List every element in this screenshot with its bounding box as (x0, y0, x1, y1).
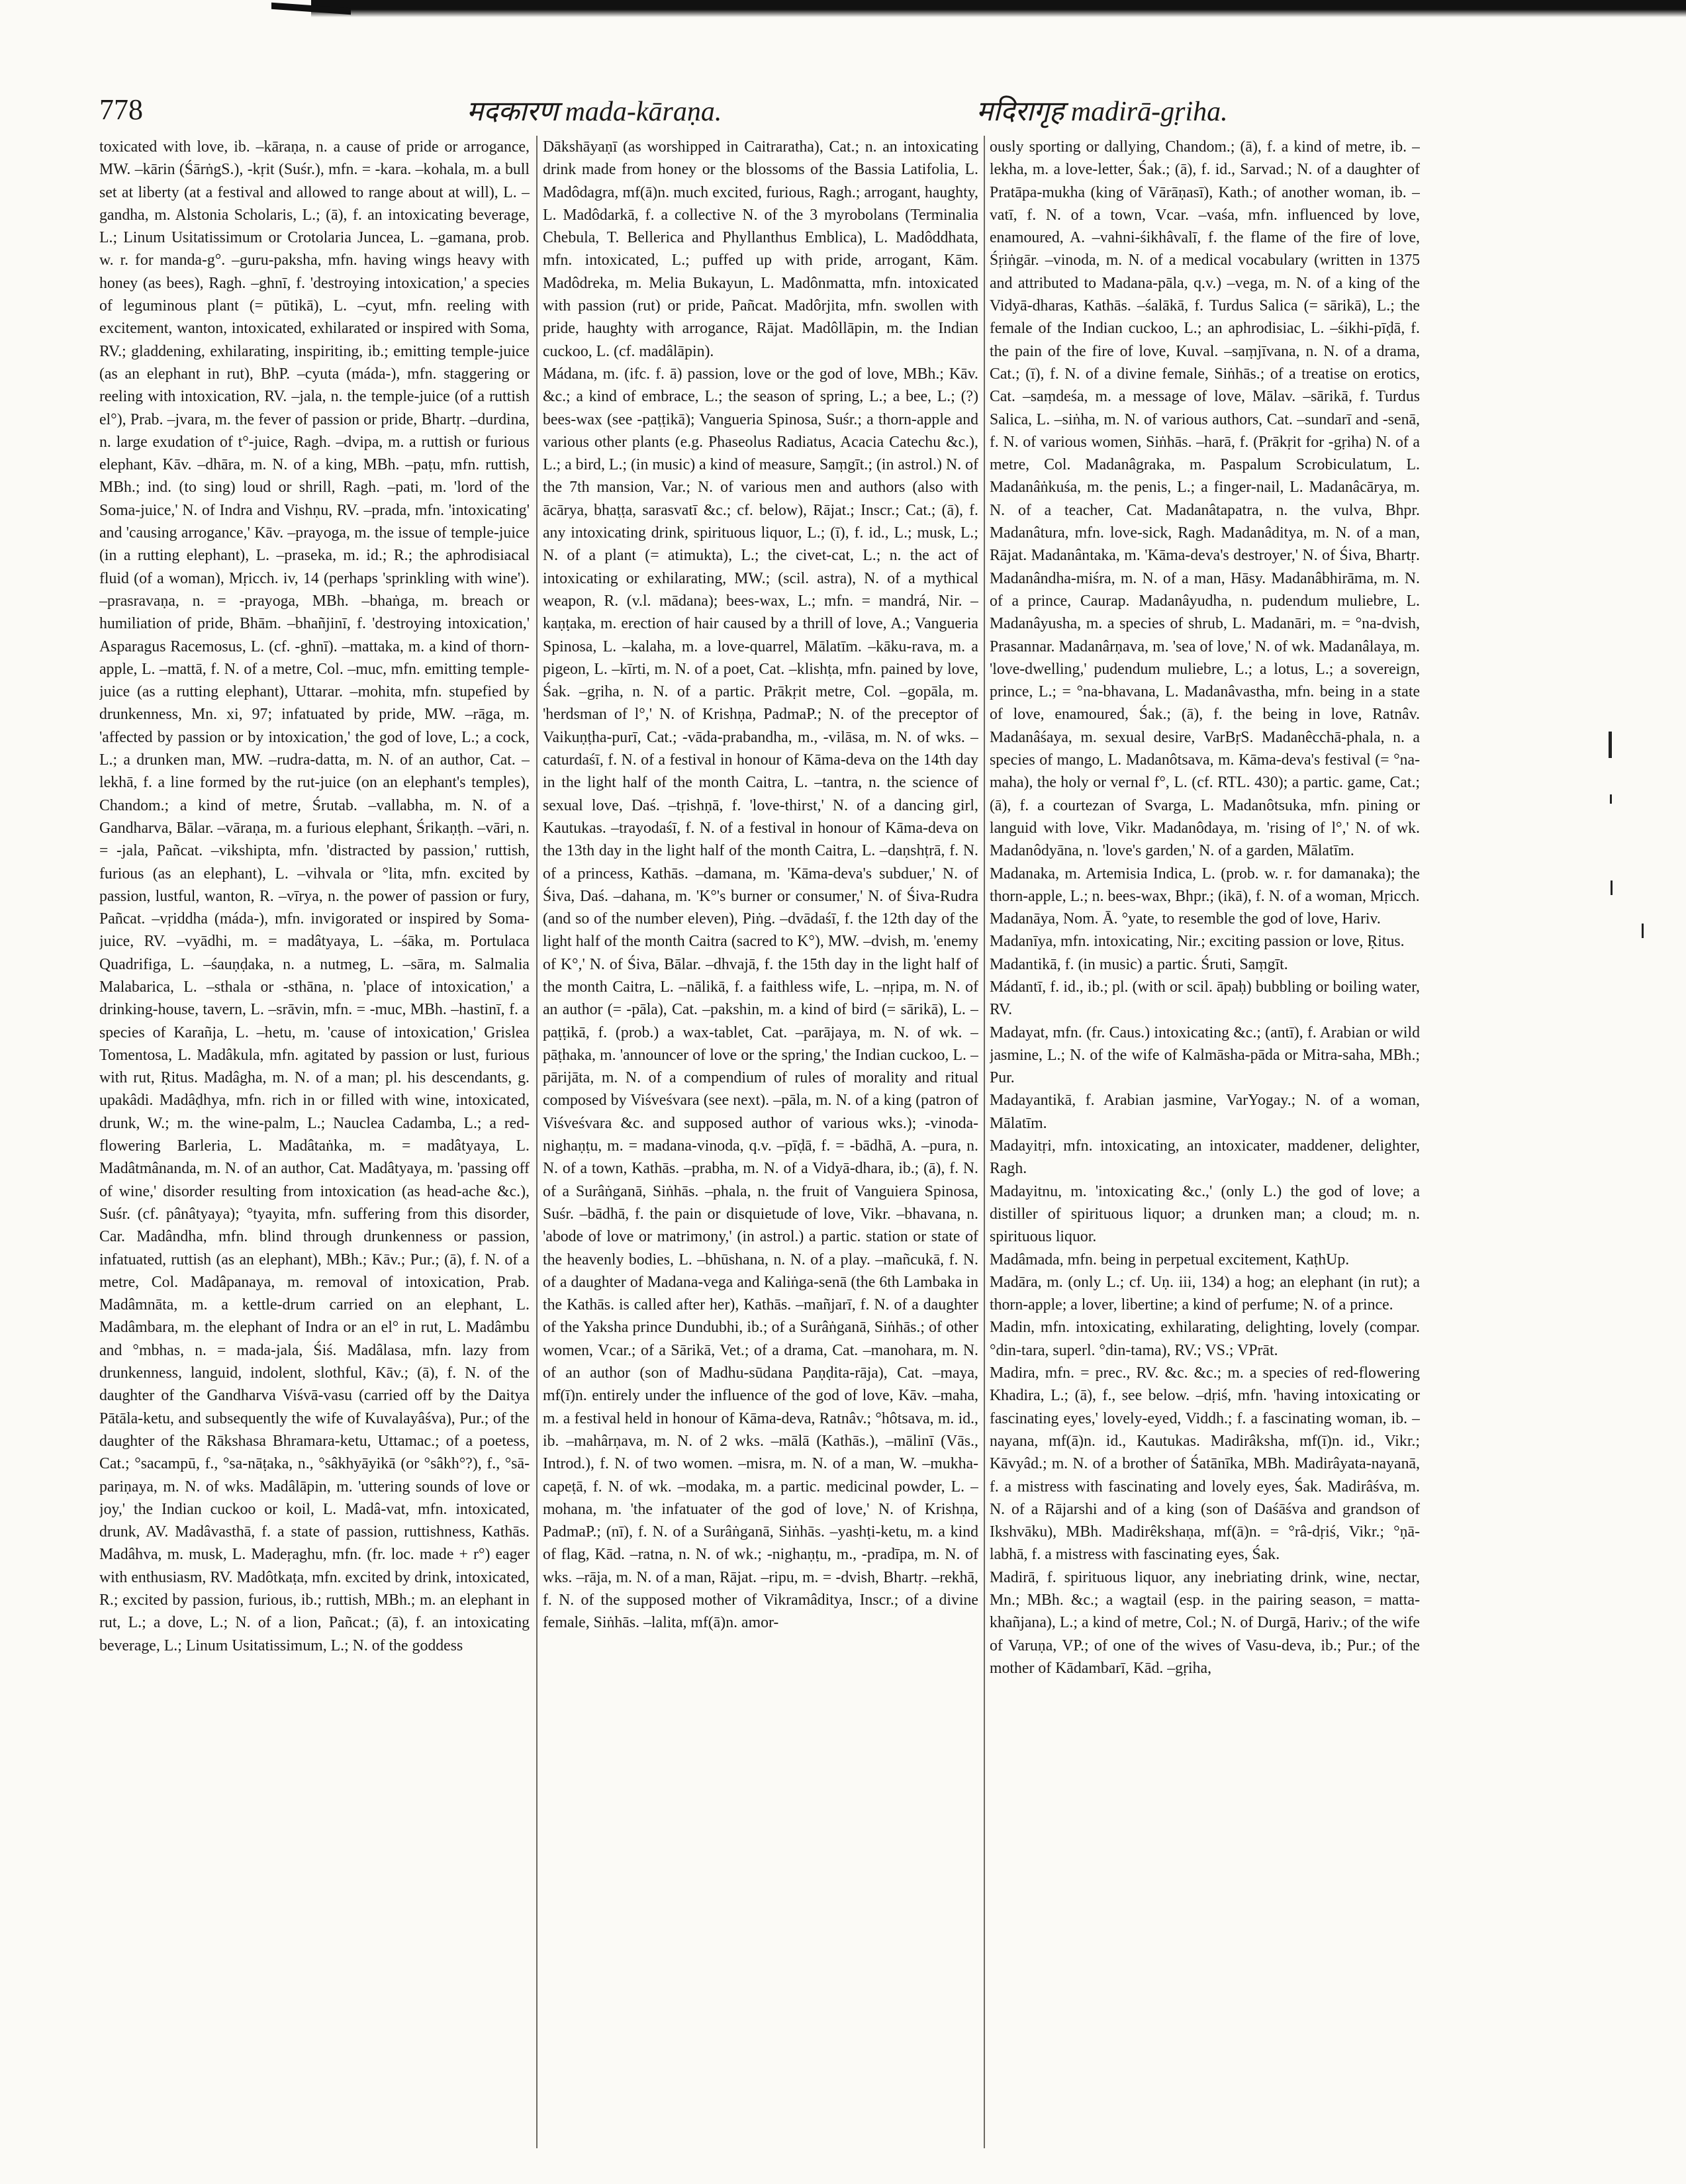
column-text: Madira, mfn. = prec., RV. &c. &c.; m. a species of red-flowering Khadira, L.; (ā), f., see below. –dṛiś, mfn. 'having intoxicating or fascinating eyes,' lovely-eyed, Viddh.; f. a fascinating woman, ib. –nayana, mf(ā)n. id., Kautukas. Madirâksha, mf(ī)n. id., Vikr.; Kāvyâd.; m. N. of a brother of Śatānīka, MBh. Madirâyata-nayanā, f. a mistress with fascinating and lovely eyes, Śak. Madirâśva, m. N. of a Rājarshi and of a king (son of Daśāśva and grandson of Ikshvāku), MBh. Madirêkshaṇa, mf(ā)n. = °râ-dṛiś, Vikr.; °ṇā-labhā, f. a mistress with fascinating eyes, Śak. (990, 1364, 1420, 1564)
column-text: Madâmada, mfn. being in perpetual excitement, KaṭhUp. (990, 1251, 1350, 1268)
page-header (99, 85, 1575, 131)
column-text: Madirā, f. spirituous liquor, any inebriating drink, wine, nectar, Mn.; MBh. &c.; a wagtail (esp. in the pairing season, = matta-khañjana), L.; a kind of metre, Col.; N. of Durgā, Hariv.; of the wife of Varuṇa, VP.; of one of the wives of Vasu-deva, ib.; Pur.; of the mother of Kādambarī, Kād. –gṛiha, (990, 1568, 1420, 1677)
column-text: Madanāya, Nom. Ā. °yate, to resemble the god of love, Hariv. (990, 910, 1381, 928)
column-text: Madin, mfn. intoxicating, exhilarating, delighting, lovely (compar. °din-tara, superl. °din-tama), RV.; VS.; VPrāt. (990, 1319, 1420, 1359)
right-running-head: मदिरागृह madirā-gṛiha. (976, 97, 1228, 127)
column-rule (984, 136, 985, 2148)
column-text: Madayitnu, m. 'intoxicating &c.,' (only L.) the god of love; a distiller of spirituous liquor; a drunken man; a cloud; m. n. spirituous liquor. (990, 1182, 1420, 1246)
column-text: Madayitṛi, mfn. intoxicating, an intoxicater, maddener, delighter, Ragh. (990, 1137, 1420, 1178)
dictionary-column-3 (990, 136, 1420, 2148)
column-text: Madanaka, m. Artemisia Indica, L. (prob. w. r. for damanaka); the thorn-apple, L.; n. bees-wax, Bhpr.; (ikā), f. N. of a woman, Mṛicch. (990, 865, 1420, 905)
scan-edge-shadow (311, 0, 1686, 17)
column-text: ously sporting or dallying, Chandom.; (ā), f. a kind of metre, ib. –lekha, m. a love-letter, Śak.; (ā), f. id., Sarvad.; N. of a daughter of Pratāpa-mukha (king of Vārāṇasī), Kath.; of another woman, ib. –vatī, f. N. of a town, Vcar. –vaśa, mfn. influenced by love, enamoured, A. –vahni-śikhâvalī, f. the flame of the fire of love, Śṛiṅgār. –vinoda, m. N. of a medical vocabulary (written in 1375 and attributed to Madana-pāla, q.v.) –vega, m. N. of a king of the Vidyā-dharas, Kathās. –śalākā, f. Turdus Salica (= sārikā), L.; the female of the Indian cuckoo, L.; an aphrodisiac, L. –śikhi-pīḍā, f. the pain of the fire of love, Kuval. –saṃjīvana, n. N. of a drama, Cat.; (ī), f. N. of a divine female, Siṅhās.; of a treatise on erotics, Cat. –saṃdeśa, m. a message of love, Mālav. –sārikā, f. Turdus Salica, L. –siṅha, m. N. of various authors, Cat. –sundarī and -senā, f. N. of various women, Siṅhās. –harā, f. (Prākṛit for -gṛiha) N. of a metre, Col. Madanâgraka, m. Paspalum Scrobiculatum, L. Madanâṅkuśa, m. the penis, L.; a finger-nail, L. Madanâcārya, m. N. of a teacher, Cat. Madanâtapatra, n. the vulva, Bhpr. Madanâtura, mfn. love-sick, Ragh. Madanâditya, m. N. of a man, Rājat. Madanântaka, m. 'Kāma-deva's destroyer,' N. of Śiva, Bhartṛ. Madanândha-miśra, m. N. of a man, Hāsy. Madanâbhirāma, m. N. of a prince, Caurap. Madanâyudha, n. pudendum muliebre, L. Madanâyusha, m. a species of shrub, L. Madanāri, m. = °na-dvish, Prasannar. Madanârṇava, m. 'sea of love,' N. of wk. Madanâlaya, m. 'love-dwelling,' pudendum muliebre, L.; a lotus, L.; a sovereign, prince, L.; = °na-bhavana, L. Madanâvastha, mfn. being in a state of love, enamoured, Śak.; (ā), f. the being in love, Ratnâv. Madanâśaya, m. sexual desire, VarBṛS. Madanêcchā-phala, n. a species of mango, L. Madanôtsava, m. Kāma-deva's festival (= °na-maha), the holy or vernal f°, L. (cf. RTL. 430); a partic. game, Cat.; (ā), f. a courtezan of Svarga, L. Madanôtsuka, mfn. pining or languid with love, Vikr. Madanôdaya, m. 'rising of l°,' N. of wk. Madanôdyāna, n. 'love's garden,' N. of a garden, Mālatīm. (990, 138, 1420, 860)
dictionary-column-2 (543, 136, 978, 2148)
column-text: Madāra, m. (only L.; cf. Uṇ. iii, 134) a hog; an elephant (in rut); a thorn-apple; a lover, libertine; a kind of perfume; N. of a prince. (990, 1273, 1420, 1314)
column-text: Madayantikā, f. Arabian jasmine, VarYogay.; N. of a woman, Mālatīm. (990, 1092, 1420, 1132)
column-text: toxicated with love, ib. –kāraṇa, n. a cause of pride or arrogance, MW. –kārin (ŚārṅgS.), -kṛit (Suśr.), mfn. = -kara. –kohala, m. a bull set at liberty (at a festival and allowed to range about at will), L. –gandha, m. Alstonia Scholaris, L.; (ā), f. an intoxicating beverage, L.; Linum Usitatissimum or Crotolaria Juncea, L. –gamana, prob. w. r. for manda-g°. –guru-paksha, mfn. having wings heavy with honey (as bees), Ragh. –ghnī, f. 'destroying intoxication,' a species of leguminous plant (= pūtikā), L. –cyut, mfn. reeling with excitement, wanton, intoxicated, exhilarated or inspired with Soma, RV.; gladdening, exhilarating, inspiriting, ib.; emitting temple-juice (as an elephant in rut), BhP. –cyuta (máda-), mfn. staggering or reeling with intoxication, RV. –jala, n. the temple-juice (of a ruttish el°), Prab. –jvara, m. the fever of passion or pride, Bhartṛ. –durdina, n. large exudation of t°-juice, Ragh. –dvipa, m. a ruttish or furious elephant, Kāv. –dhāra, m. N. of a king, MBh. –paṭu, mfn. ruttish, MBh.; ind. (to sing) loud or shrill, Ragh. –pati, m. 'lord of the Soma-juice,' N. of Indra and Vishṇu, RV. –prada, mfn. 'intoxicating' and 'causing arrogance,' Kāv. –prayoga, m. the issue of temple-juice (in a rutting elephant), L. –praseka, m. id.; R.; the aphrodisiacal fluid (of a woman), Mṛicch. iv, 14 (perhaps 'sprinkling with wine'). –prasravaṇa, n. = -prayoga, MBh. –bhaṅga, m. breach or humiliation of pride, Bhām. –bhañjinī, f. 'destroying intoxication,' Asparagus Racemosus, L. (cf. -ghnī). –mattaka, m. a kind of thorn-apple, L. –mattā, f. N. of a metre, Col. –muc, mfn. emitting temple-juice (as a rutting elephant), Uttarar. –mohita, mfn. stupefied by drunkenness, Mn. xi, 97; infatuated by pride, MW. –rāga, m. 'affected by passion or by intoxication,' the god of love, L.; a cock, L.; a drunken man, MW. –rudra-datta, m. N. of an author, Cat. –lekhā, f. a line formed by the rut-juice (on an elephant's temples), Chandom.; a kind of metre, Śrutab. –vallabha, m. N. of a Gandharva, Bālar. –vāraṇa, m. a furious elephant, Śrikaṇṭh. –vāri, n. = -jala, Pañcat. –vikshipta, mfn. 'distracted by passion,' ruttish, furious (as an elephant), L. –vihvala or °lita, mfn. excited by passion, lustful, wanton, R. –vīrya, n. the power of passion or fury, Pañcat. –vṛiddha (máda-), mfn. invigorated or inspired by Soma-juice, RV. –vyādhi, m. = madâtyaya, L. –śāka, m. Portulaca Quadrifiga, L. –śauṇḍaka, n. a nutmeg, L. –sāra, m. Salmalia Malabarica, L. –sthala or -sthāna, n. 'place of intoxication,' a drinking-house, tavern, L. –srāvin, mfn. = -muc, MBh. –hastinī, f. a species of Karañja, L. –hetu, m. 'cause of intoxication,' Grislea Tomentosa, L. Madâkula, mfn. agitated by passion or lust, furious with rut, Ṛitus. Madâgha, m. N. of a man; pl. his descendants, g. upakâdi. Madâḍhya, mfn. rich in or filled with wine, intoxicated, drunk, W.; m. the wine-palm, L.; Nauclea Cadamba, L.; a red-flowering Barleria, L. Madâtaṅka, m. = madâtyaya, L. Madâtmânanda, m. N. of an author, Cat. Madâtyaya, m. 'passing off of wine,' disorder resulting from intoxication (as head-ache &c.), Suśr. (cf. pânâtyaya); °tyayita, mfn. suffering from this disorder, Car. Madândha, mfn. blind through drunkenness or passion, infatuated, ruttish (as an elephant), MBh.; Kāv.; Pur.; (ā), f. N. of a metre, Col. Madâpanaya, m. removal of intoxication, Prab. Madâmnāta, m. a kettle-drum carried on an elephant, L. Madâmbara, m. the elephant of Indra or an el° in rut, L. Madâmbu and °mbhas, n. = mada-jala, Śiś. Madâlasa, mfn. lazy from drunkenness, languid, indolent, slothful, Kāv.; (ā), f. N. of the daughter of the Gandharva Viśvā-vasu (carried off by the Daitya Pātāla-ketu, and subsequently the wife of Kuvalayâśva), Pur.; of the daughter of the Rākshasa Bhramara-ketu, Uttamac.; of a poetess, Cat.; °sacampū, f., °sa-nāṭaka, n., °sâkhyāyikā (or °sâkh°?), f., °sā-pariṇaya, m. N. of wks. Madâlāpin, m. 'uttering sounds of love or joy,' the Indian cuckoo or koil, L. Madâ-vat, mfn. intoxicated, drunk, AV. Madâvasthā, f. a state of passion, ruttishness, Kathās. Madâhva, m. musk, L. Madeṛaghu, mfn. (fr. loc. made + r°) eager with enthusiasm, RV. Madôtkaṭa, mfn. excited by drink, intoxicated, R.; excited by passion, furious, ib.; ruttish, MBh.; m. an elephant in rut, L.; a dove, L.; N. of a lion, Pañcat.; (ā), f. an intoxicating beverage, L.; Linum Usitatissimum, L.; N. of the goddess (99, 138, 530, 1654)
column-text: Madayat, mfn. (fr. Caus.) intoxicating &c.; (antī), f. Arabian or wild jasmine, L.; N. of the wife of Kalmāsha-pāda or Mitra-saha, MBh.; Pur. (990, 1023, 1420, 1087)
left-running-head: मदकारण mada-kāraṇa. (467, 97, 722, 127)
page-number: 778 (99, 93, 143, 126)
column-text: Madantikā, f. (in music) a partic. Śruti, Saṃgīt. (990, 955, 1288, 973)
column-text: Mádana, m. (ifc. f. ā) passion, love or the god of love, MBh.; Kāv. &c.; a kind of embrace, L.; the season of spring, L.; a bee, L.; (?) bees-wax (see -paṭṭikā); Vangueria Spinosa, Suśr.; a thorn-apple and various other plants (e.g. Phaseolus Radiatus, Acacia Catechu &c.), L.; a bird, L.; (in music) a kind of measure, Saṃgīt.; (in astrol.) N. of the 7th mansion, Var.; N. of various men and authors (also with ācārya, bhaṭṭa, sarasvatī &c.; cf. below), Rājat.; Inscr.; Cat.; (ā), f. any intoxicating drink, spirituous liquor, L.; (ī), f. id., L.; musk, L.; N. of a plant (= atimukta), L.; the civet-cat, L.; n. the act of intoxicating or exhilarating, MW.; (scil. astra), N. of a mythical weapon, R. (v.l. mādana); bees-wax, L.; mfn. = mandrá, Nir. –kaṇṭaka, m. erection of hair caused by a thrill of love, A.; Vangueria Spinosa, L. –kalaha, m. a love-quarrel, Mālatīm. –kāku-rava, m. a pigeon, L. –kīrti, m. N. of a poet, Cat. –klishṭa, mfn. pained by love, Śak. –gṛiha, n. N. of a partic. Prākṛit metre, Col. –gopāla, m. 'herdsman of l°,' N. of Krishṇa, PadmaP.; N. of the preceptor of Vaikuṇṭha-purī, Cat.; -vāda-prabandha, m., -vilāsa, m. N. of wks. –caturdaśī, f. N. of a festival in honour of Kāma-deva on the 14th day in the light half of the month Caitra, L. –tantra, n. the science of sexual love, Daś. –tṛishṇā, f. 'love-thirst,' N. of a dancing girl, Kautukas. –trayodaśī, f. N. of a festival in honour of Kāma-deva on the 13th day in the light half of the month Caitra, L. –daṇshṭrā, f. N. of a princess, Kathās. –damana, m. 'Kāma-deva's subduer,' N. of Śiva, Daś. –dahana, m. 'K°'s burner or consumer,' N. of Śiva-Rudra (and so of the number eleven), Piṅg. –dvādaśī, f. the 12th day of the light half of the month Caitra (sacred to K°), MW. –dvish, m. 'enemy of K°,' N. of Śiva, Bālar. –dhvajā, f. the 15th day in the light half of the month Caitra, L. –nālikā, f. a faithless wife, L. –nṛipa, m. N. of an author (= -pāla), Cat. –pakshin, m. a kind of bird (= sārikā), L. –paṭṭikā, f. (prob.) a wax-tablet, Cat. –parājaya, m. N. of wk. –pāṭhaka, m. 'announcer of love or the spring,' the Indian cuckoo, L. –pārijāta, m. N. of a compendium of rules of morality and ritual composed by Viśveśvara (see next). –pāla, m. N. of a king (patron of Viśveśvara &c. and supposed author of various wks.); -vinoda-nighaṇṭu, m. = madana-vinoda, q.v. –pīḍā, f. = -bādhā, A. –pura, n. N. of a town, Kathās. –prabha, m. N. of a Vidyā-dhara, ib.; (ā), f. N. of a Surâṅganā, Siṅhās. –phala, n. the fruit of Vanguiera Spinosa, Suśr. –bādhā, f. the pain or disquietude of love, Vikr. –bhavana, n. 'abode of love or matrimony,' (in astrol.) a partic. station or state of the heavenly bodies, L. –bhūshana, n. N. of a play. –mañcukā, f. N. of a daughter of Madana-vega and Kaliṅga-senā (the 6th Lambaka in the Kathās. is called after her), Kathās. –mañjarī, f. N. of a daughter of the Yaksha prince Dundubhi, ib.; of a Surâṅganā, Siṅhās.; of other women, Vcar.; of a Sārikā, Vet.; of a drama, Cat. –manohara, m. N. of an author (son of Madhu-sūdana Paṇḍita-rāja), Cat. –maya, mf(ī)n. entirely under the influence of the god of love, Kāv. –maha, m. a festival held in honour of Kāma-deva, Ratnâv.; °hôtsava, m. id., ib. –mahârṇava, m. N. of 2 wks. –mālā (Kathās.), –mālinī (Vās., Introd.), f. N. of two women. –misra, m. N. of a man, W. –mukha-capeṭā, f. N. of wk. –modaka, m. a partic. medicinal powder, L. –mohana, m. 'the infatuater of the god of love,' N. of Krishṇa, PadmaP.; (nī), f. N. of a Surâṅganā, Siṅhās. –yashṭi-ketu, m. a kind of flag, Kād. –ratna, n. N. of wk.; -nighaṇṭu, m., -pradīpa, m. N. of wks. –rāja, m. N. of a man, Rājat. –ripu, m. = -dvish, Bhartṛ. –rekhā, f. N. of the supposed mother of Vikramâditya, Inscr.; of a divine female, Siṅhās. –lalita, mf(ā)n. amor- (543, 365, 978, 1632)
column-text: Madanīya, mfn. intoxicating, Nir.; exciting passion or love, Ṛitus. (990, 933, 1405, 951)
column-text: Dākshāyaṇī (as worshipped in Caitraratha), Cat.; n. an intoxicating drink made from honey or the blossoms of the Bassia Latifolia, L. Madôdagra, mf(ā)n. much excited, furious, Ragh.; arrogant, haughty, L. Madôdarkā, f. a collective N. of the 3 myrobolans (Terminalia Chebula, T. Bellerica and Phyllanthus Emblica), L. Madôddhata, mfn. intoxicated, L.; puffed up with pride, arrogant, Kām. Madôdreka, m. Melia Bukayun, L. Madônmatta, mfn. intoxicated with passion (rut) or pride, Pañcat. Madôrjita, mfn. swollen with pride, haughty with arrogance, Rājat. Madôllāpin, m. the Indian cuckoo, L. (cf. madâlāpin). (543, 138, 978, 360)
column-text: Mádantī, f. id., ib.; pl. (with or scil. āpaḥ) bubbling or boiling water, RV. (990, 978, 1420, 1019)
column-rule (536, 136, 538, 2148)
dictionary-column-1 (99, 136, 530, 2148)
